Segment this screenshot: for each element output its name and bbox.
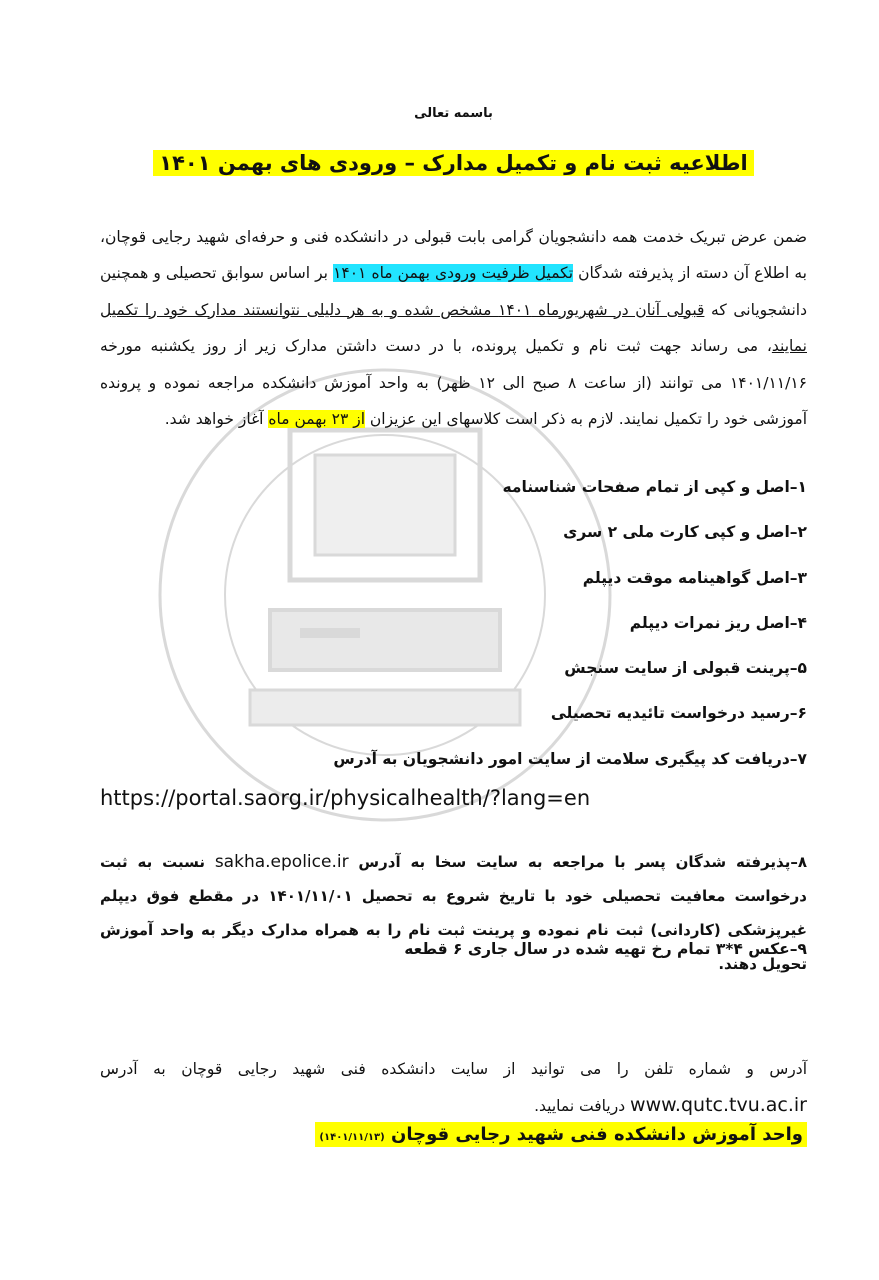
intro-underlined: قبولی آنان در شهریورماه ۱۴۰۱ مشخص شده و به هر دلیلی نتوانستند مدارک خود را تکمیل نمایند bbox=[100, 300, 807, 355]
intro-highlight-cyan: تکمیل ظرفیت ورودی بهمن ماه ۱۴۰۱ bbox=[333, 264, 574, 282]
address-text-1: آدرس و شماره تلفن را می توانید از سایت دانشکده فنی شهید رجایی قوچان به آدرس bbox=[100, 1059, 807, 1078]
requirement-item: ۳–اصل گواهینامه موقت دیپلم bbox=[582, 568, 807, 587]
signature-footer bbox=[100, 1122, 807, 1147]
footer-date: (۱۴۰۱/۱۱/۱۳) bbox=[319, 1132, 385, 1143]
requirement-item: ۱–اصل و کپی از تمام صفحات شناسنامه bbox=[502, 478, 807, 496]
intro-paragraph bbox=[100, 219, 807, 438]
item8-text-1: ۸–پذیرفته شدگان پسر با مراجعه به سایت سخا به آدرس bbox=[348, 853, 807, 871]
bismillah-heading: باسمه تعالی bbox=[414, 106, 493, 121]
requirement-item: ۵–پرینت قبولی از سایت سنجش bbox=[564, 659, 807, 678]
requirements-list bbox=[100, 478, 807, 795]
photo-requirement-item: ۹–عکس ۴*۳ تمام رخ تهیه شده در سال جاری ۶ قطعه bbox=[404, 940, 807, 958]
intro-text-4: آغاز خواهد شد. bbox=[164, 410, 269, 428]
health-portal-url[interactable]: https://portal.saorg.ir/physicalhealth/?lang=en bbox=[100, 786, 591, 810]
requirement-item: ۴–اصل ریز نمرات دیپلم bbox=[629, 613, 807, 632]
military-exemption-item bbox=[100, 845, 807, 981]
announcement-title: اطلاعیه ثبت نام و تکمیل مدارک – ورودی های بهمن ۱۴۰۱ bbox=[153, 150, 753, 176]
intro-text-3: ، می رساند جهت ثبت نام و تکمیل پرونده، با در دست داشتن مدارک زیر از روز یکشنبه مورخه ۱۴۰۱/۱۱/۱۶ می توانند (از ساعت ۸ صبح الی ۱۲ ظهر) به واحد آموزش دانشکده مراجعه نموده و پرونده آموزشی خود را تکمیل نمایند. لازم به ذکر است کلاسهای این عزیزان bbox=[100, 337, 807, 428]
requirement-item: ۷–دریافت کد پیگیری سلامت از سایت امور دانشجویان به آدرس bbox=[333, 749, 807, 768]
college-website-link[interactable]: www.qutc.tvu.ac.ir bbox=[630, 1093, 807, 1116]
address-text-2: دریافت نمایید. bbox=[534, 1096, 631, 1115]
intro-text-1: ضمن عرض تبریک خدمت همه دانشجویان گرامی بابت قبولی در دانشکده فنی و حرفه‌ای شهید رجایی قوچان، به اطلاع آن دسته از پذیرفته شدگان bbox=[100, 227, 807, 282]
intro-text-2: بر اساس سوابق تحصیلی و همچنین دانشجویانی که bbox=[100, 264, 807, 319]
address-paragraph bbox=[100, 1051, 807, 1124]
item8-text-2: نسبت به ثبت درخواست معافیت تحصیلی خود با تاریخ شروع به تحصیل ۱۴۰۱/۱۱/۰۱ در مقطع فوق دیپلم غیرپزشکی (کاردانی) ثبت نام نموده و پرینت ثبت نام را به همراه مدارک دیگر به واحد آموزش تحویل دهند. bbox=[100, 853, 808, 973]
intro-highlight-yellow: از ۲۳ بهمن ماه bbox=[268, 410, 365, 428]
footer-highlight bbox=[315, 1122, 807, 1147]
requirement-item: ۶–رسید درخواست تائیدیه تحصیلی bbox=[550, 704, 807, 723]
requirement-item: ۲–اصل و کپی کارت ملی ۲ سری bbox=[563, 523, 807, 542]
title-container bbox=[100, 150, 807, 176]
education-unit-signature: واحد آموزش دانشکده فنی شهید رجایی قوچان bbox=[390, 1124, 803, 1145]
sakha-link[interactable]: sakha.epolice.ir bbox=[214, 852, 349, 872]
